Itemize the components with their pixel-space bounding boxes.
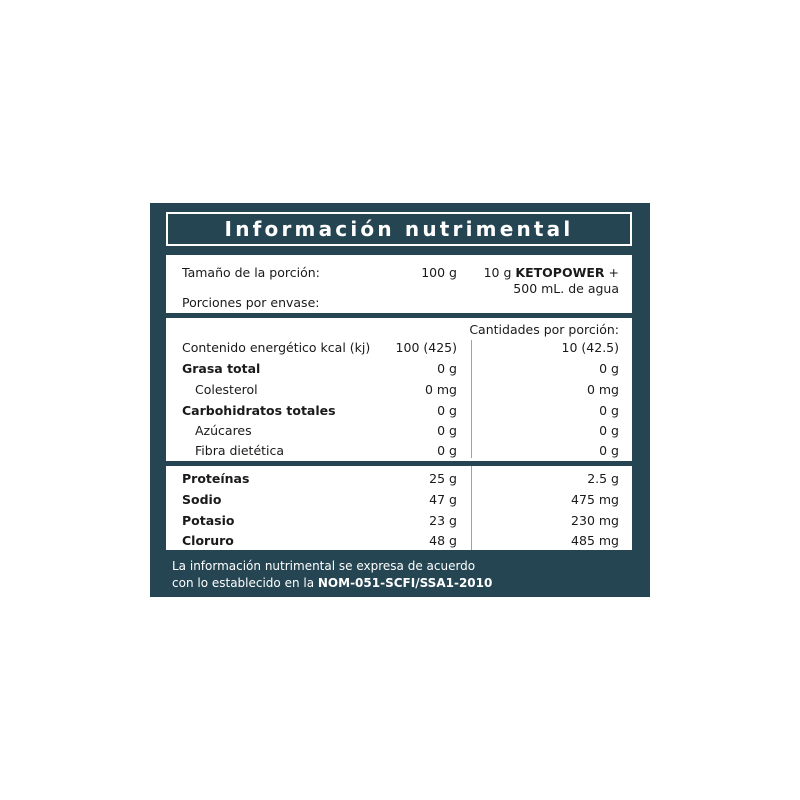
footnote-line-2-text: con lo establecido en la [172, 576, 318, 590]
row-label-protein: Proteínas [182, 471, 250, 486]
row-value-100g: 0 g [437, 361, 457, 376]
serving-portion-amount: 10 g [483, 265, 512, 280]
row-value-portion: 0 g [599, 443, 619, 458]
row-value-100g: 47 g [429, 492, 457, 507]
row-label-total-fat: Grasa total [182, 361, 261, 376]
serving-size-portion [484, 265, 619, 280]
column-divider [471, 340, 472, 458]
label-header [166, 212, 632, 246]
row-value-portion: 10 (42.5) [561, 340, 619, 355]
regulation-norm: NOM-051-SCFI/SSA1-2010 [317, 576, 493, 590]
minerals-box [166, 466, 632, 550]
row-label-carbohydrates: Carbohidratos totales [182, 403, 336, 418]
row-value-100g: 25 g [429, 471, 457, 486]
column-divider [471, 466, 472, 550]
row-value-100g: 0 g [437, 423, 457, 438]
regulation-footnote [172, 558, 492, 592]
row-value-portion: 0 g [599, 423, 619, 438]
serving-box [166, 255, 632, 313]
row-value-portion: 485 mg [571, 533, 619, 548]
row-value-portion: 230 mg [571, 513, 619, 528]
plus-sign: + [608, 265, 619, 280]
row-value-100g: 48 g [429, 533, 457, 548]
row-value-portion: 0 g [599, 403, 619, 418]
row-value-100g: 0 g [437, 403, 457, 418]
row-value-portion: 475 mg [571, 492, 619, 507]
serving-size-label: Tamaño de la porción: [182, 265, 320, 280]
nutrition-label [150, 203, 650, 597]
row-label-potassium: Potasio [182, 513, 235, 528]
row-value-100g: 100 (425) [395, 340, 457, 355]
row-label-sugars: Azúcares [195, 423, 252, 438]
row-label-sodium: Sodio [182, 492, 222, 507]
row-value-100g: 0 g [437, 443, 457, 458]
serving-size-water: 500 mL. de agua [513, 281, 619, 296]
footnote-line-1: La información nutrimental se expresa de acuerdo [172, 559, 476, 573]
servings-per-container-label: Porciones por envase: [182, 295, 320, 310]
serving-size-100g: 100 g [421, 265, 457, 280]
row-value-portion: 2.5 g [587, 471, 619, 486]
row-value-portion: 0 mg [586, 382, 619, 397]
label-title: Información nutrimental [224, 217, 574, 241]
row-value-100g: 0 mg [424, 382, 457, 397]
brand-name: KETOPOWER [515, 265, 605, 280]
row-label-chloride: Cloruro [182, 533, 234, 548]
row-label-cholesterol: Colesterol [195, 382, 258, 397]
row-label-energy: Contenido energético kcal (kj) [182, 340, 371, 355]
row-value-100g: 23 g [429, 513, 457, 528]
row-value-portion: 0 g [599, 361, 619, 376]
main-nutrients-box [166, 318, 632, 461]
footnote-line-2 [172, 575, 492, 592]
row-label-fiber: Fibra dietética [195, 443, 285, 458]
per-portion-header: Cantidades por porción: [469, 322, 619, 337]
